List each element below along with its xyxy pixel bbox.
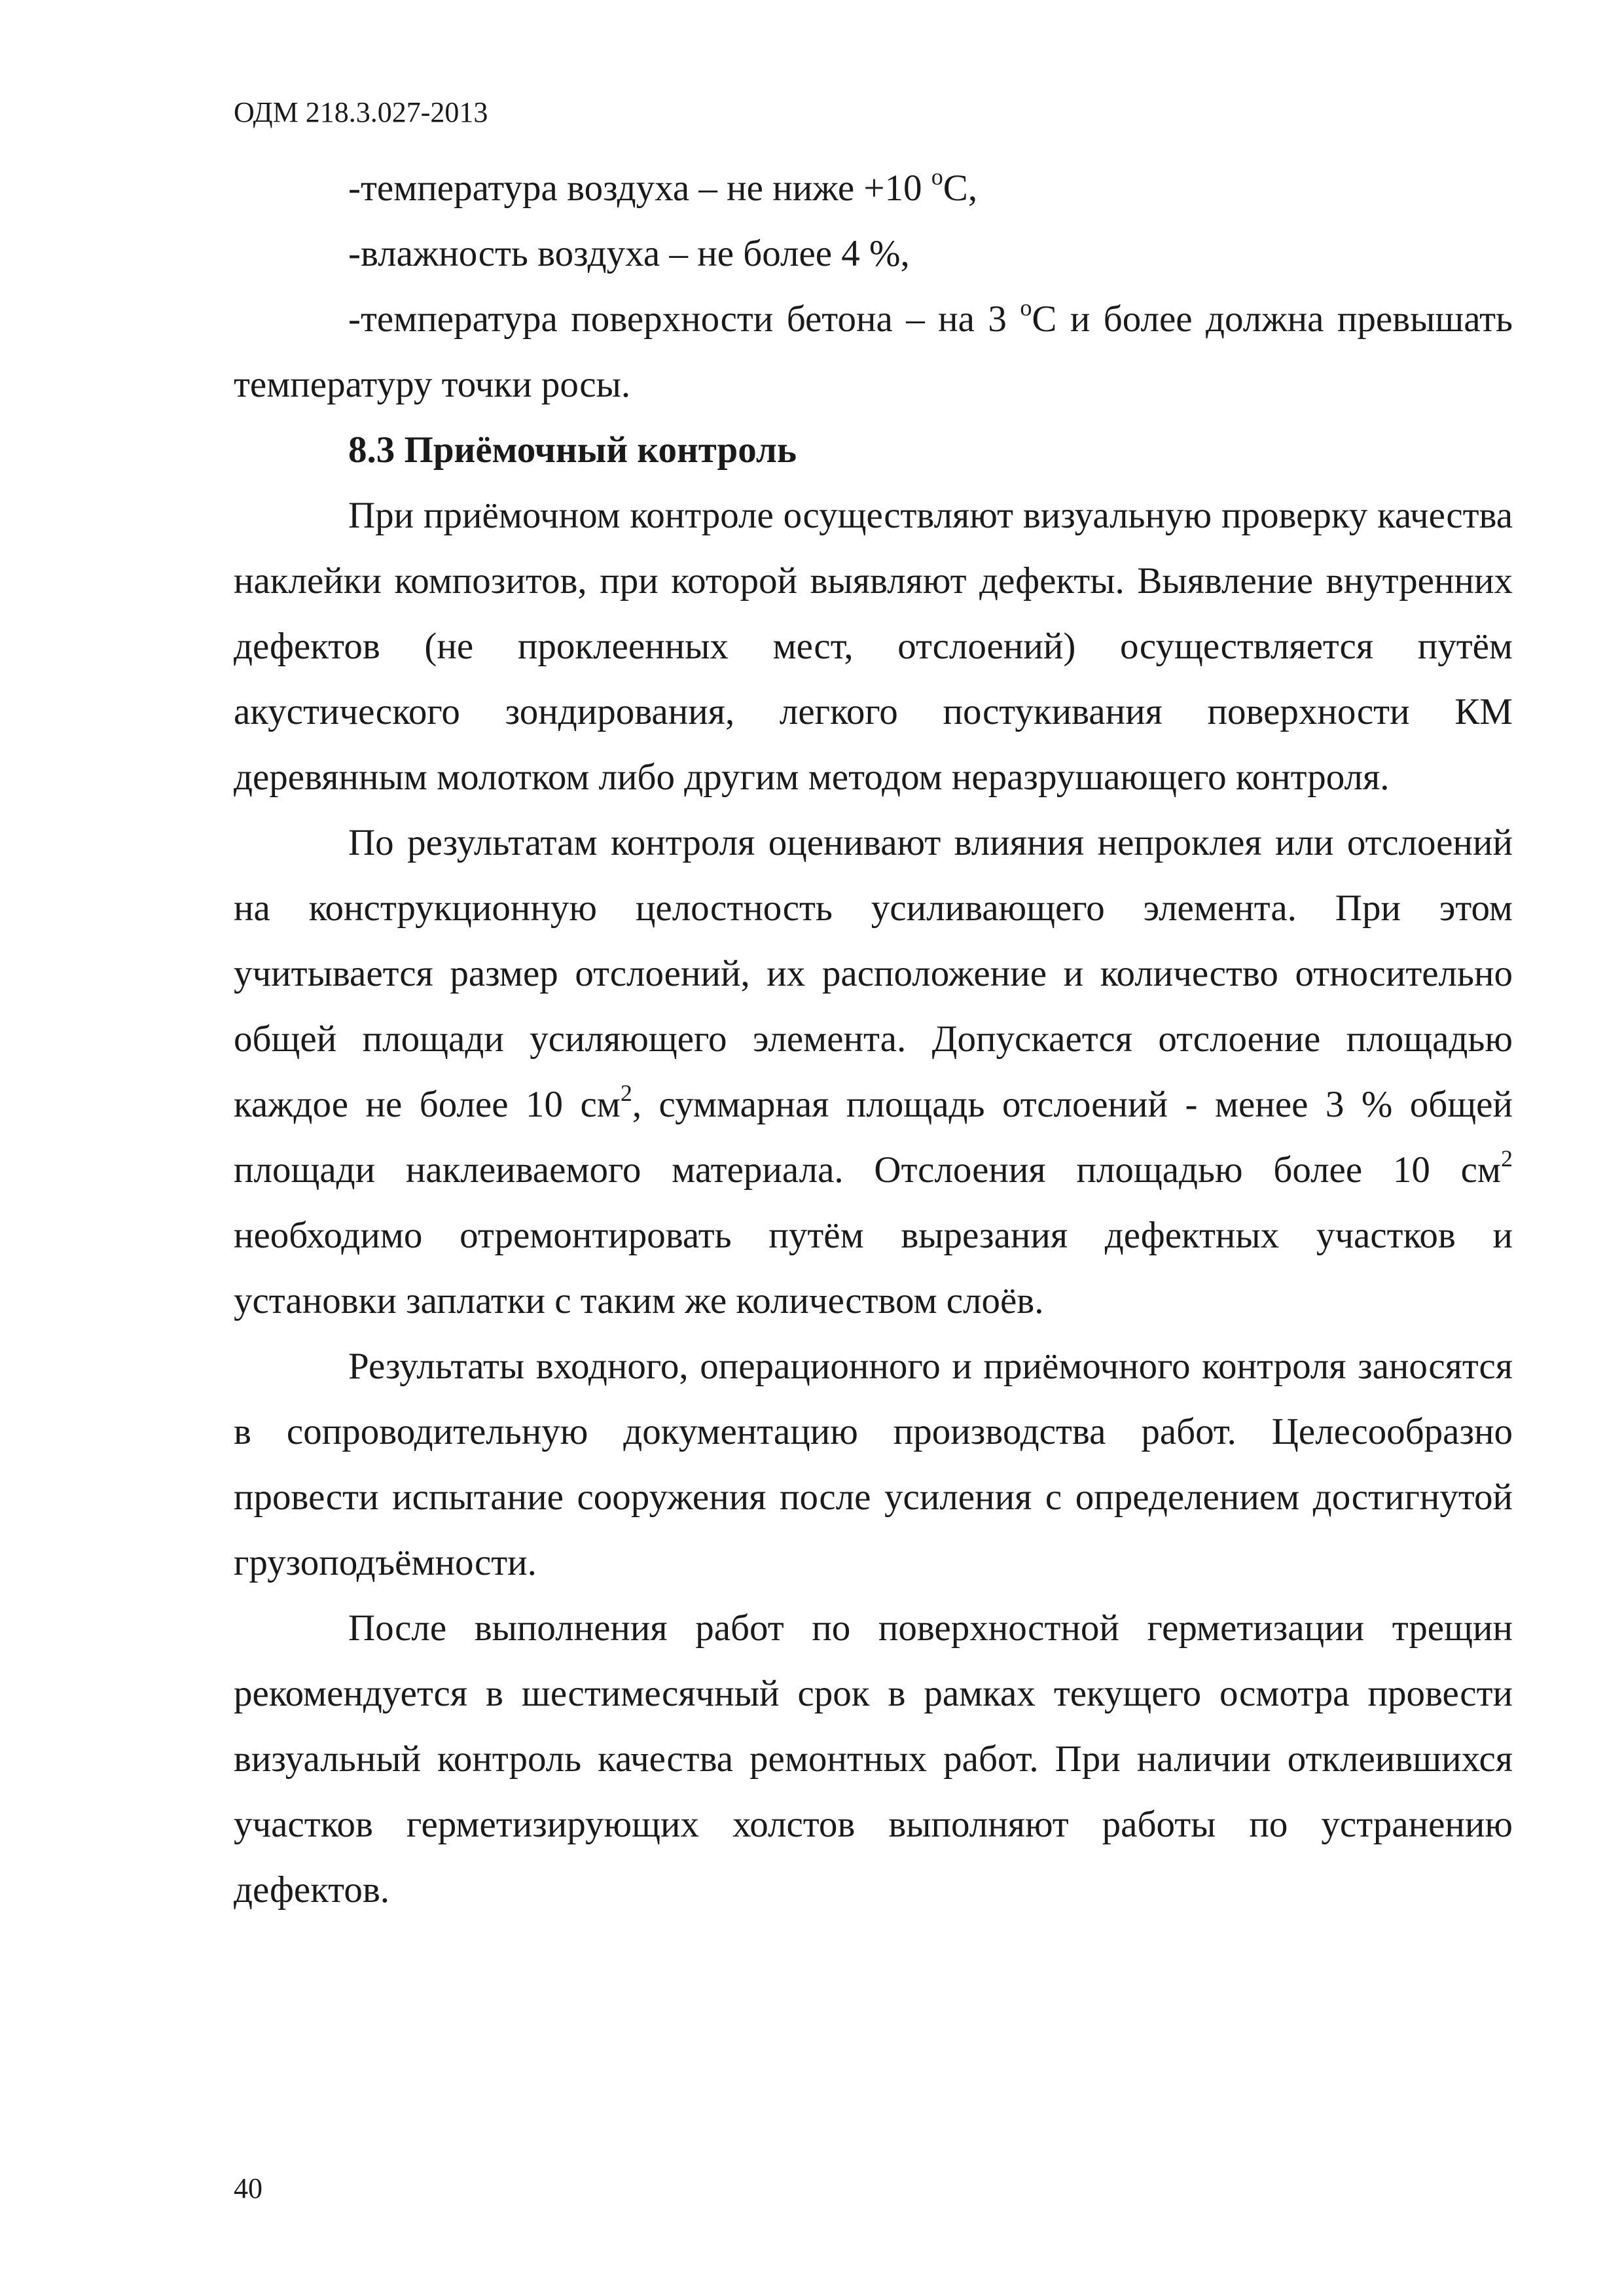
document-code-header: ОДМ 218.3.027-2013 xyxy=(234,96,488,128)
condition-surface-temperature: -температура поверхности бетона – на 3 $^о$С и более должна превышать температуру точки росы. xyxy=(234,295,1513,405)
squared-superscript: 2 xyxy=(1501,1145,1513,1172)
condition-humidity: -влажность воздуха – не более 4 %, xyxy=(348,233,910,274)
paragraph-acceptance-inspection: При приёмочном контроле осуществляют визуальную проверку качества наклейки композитов, при которой выявляют дефекты. Выявление внутренних дефектов (не проклеенных мест, отслоений) осуществляется путём акустического зондирования, легкого постукивания поверхности КМ деревянным молотком либо другим методом неразрушающего контроля. xyxy=(234,495,1513,798)
condition-air-temperature: -температура воздуха – не ниже +10 $^о$С, xyxy=(348,164,978,209)
section-heading: 8.3 Приёмочный контроль xyxy=(348,429,797,471)
paragraph-control-results: Результаты входного, операционного и приёмочного контроля заносятся в сопроводительную документацию производства работ. Целесообразно провести испытание сооружения после усиления с определением достигнутой грузоподъёмности. xyxy=(234,1346,1513,1583)
paragraph-crack-sealing-followup: После выполнения работ по поверхностной герметизации трещин рекомендуется в шестимесячный срок в рамках текущего осмотра провести визуальный контроль качества ремонтных работ. При наличии отклеившихся участков герметизирующих холстов выполняют работы по устранению дефектов. xyxy=(234,1607,1513,1910)
page-number: 40 xyxy=(234,2172,262,2204)
degree-superscript: о xyxy=(1020,295,1032,321)
squared-superscript: 2 xyxy=(620,1080,632,1106)
paragraph-delamination-criteria: По результатам контроля оценивают влияния непроклея или отслоений на конструкционную целостность усиливающего элемента. При этом учитывается размер отслоений, их расположение и количество относительно общей площади усиляющего элемента. Допускается отслоение площадью каждое не более 10 $см^2$, суммарная площадь отслоений - менее 3 % общей площади наклеиваемого материала. Отслоения площадью более 10 $см^2$ необходимо отремонтировать путём вырезания дефектных участков и установки заплатки с таким же количеством слоёв. xyxy=(234,822,1513,1321)
degree-superscript: о xyxy=(931,164,943,190)
page-body xyxy=(234,156,1513,1923)
